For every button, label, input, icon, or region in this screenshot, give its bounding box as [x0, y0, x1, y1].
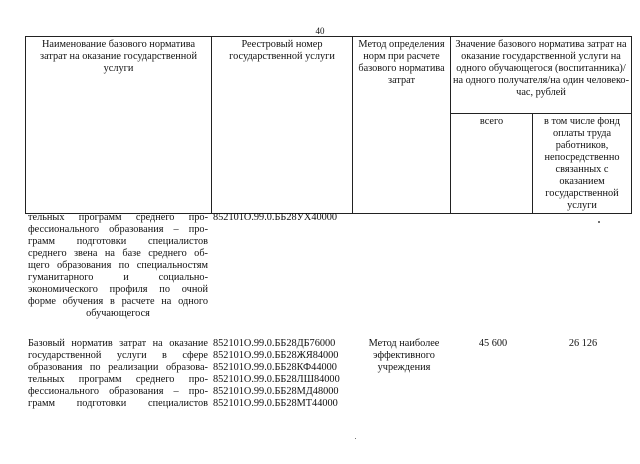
registry-number: 852101О.99.0.ББ28ЖЯ84000	[213, 350, 339, 362]
text-line: тельных программ среднего про-	[28, 212, 208, 223]
header-col-total: всего	[451, 114, 533, 214]
registry-number: 852101О.99.0.ББ28МТ44000	[213, 398, 338, 410]
header-col-name: Наименование базового норматива затрат на оказание государственной услуги	[26, 37, 212, 214]
registry-number: 852101О.99.0.ББ28МД48000	[213, 386, 339, 398]
text-line: форме обучения в расчете на одного	[28, 296, 208, 308]
text-line: образования по реализации образова-	[28, 362, 208, 374]
row2-payroll: 26 126	[568, 338, 598, 349]
text-line: щего образования по специальностям	[28, 260, 208, 272]
page-number: 40	[315, 26, 325, 36]
text-line: среднего звена на базе среднего об-	[28, 248, 208, 260]
text-line: обучающегося	[86, 308, 150, 320]
text-line: экономического профиля по очной	[28, 284, 208, 296]
text-line: государственной услуги в сфере	[28, 350, 208, 362]
header-col-method: Метод определения норм при расчете базового норматива затрат	[353, 37, 451, 214]
registry-number: 852101О.99.0.ББ28ДБ76000	[213, 338, 336, 349]
row1-registry: 852101О.99.0.ББ28УХ40000	[213, 212, 338, 223]
header-col-registry: Реестровый номер государственной услуги	[212, 37, 353, 214]
speck	[598, 221, 600, 223]
row1-name	[28, 212, 208, 320]
text-line: гуманитарного и социально-	[28, 272, 208, 284]
text-line: грамм подготовки специалистов	[28, 236, 208, 248]
registry-number: 852101О.99.0.ББ28КФ44000	[213, 362, 337, 374]
speck	[355, 438, 356, 439]
row2-name	[28, 338, 208, 410]
text-line: фессионального образования – про-	[28, 386, 208, 398]
registry-number: 852101О.99.0.ББ28ЛШ84000	[213, 374, 340, 386]
header-col-value: Значение базового норматива затрат на оказание государственной услуги на одного обучающегося (воспитанника)/на одного получателя/на один человеко-час, рублей	[451, 37, 632, 114]
row2-registry	[213, 338, 355, 410]
text-line: фессионального образования – про-	[28, 224, 208, 236]
text-line: грамм подготовки специалистов	[28, 398, 208, 410]
text-line: тельных программ среднего про-	[28, 374, 208, 386]
header-col-payroll: в том числе фонд оплаты труда работников, непосредственно связанных с оказанием государственной услуги	[533, 114, 632, 214]
row2-total: 45 600	[478, 338, 508, 349]
text-line: Базовый норматив затрат на оказание	[28, 338, 208, 349]
row2-method: Метод наиболее эффективного учреждения	[368, 338, 440, 374]
